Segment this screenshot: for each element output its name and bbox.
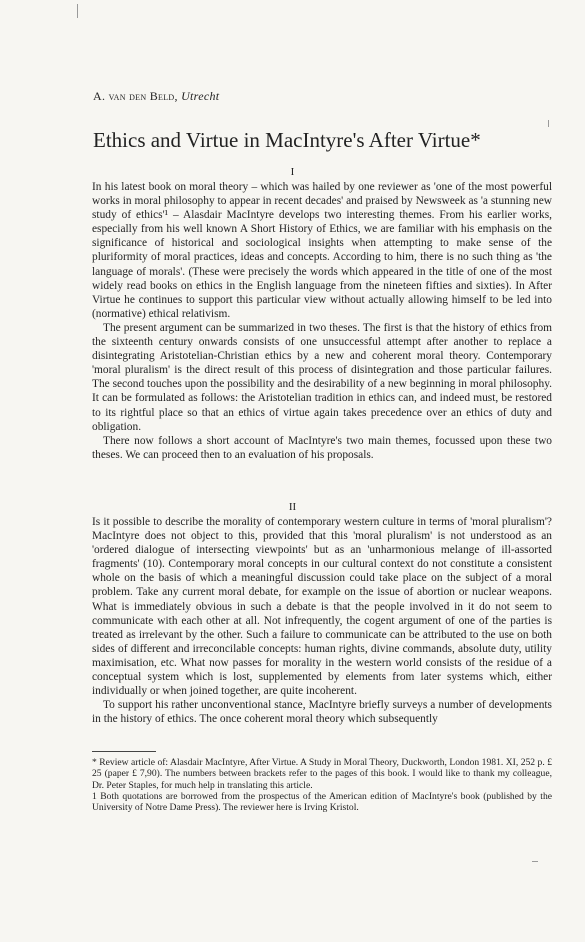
author-name: A. van den Beld [93, 89, 175, 103]
section-numeral-2: II [288, 501, 297, 513]
footnote-rule [92, 751, 156, 752]
paragraph: There now follows a short account of MacIntyre's two main themes, focussed upon these two theses. We can proceed then to an evaluation of his proposals. [92, 434, 552, 461]
scan-mark-top-left [77, 4, 78, 18]
paragraph: Is it possible to describe the morality of contemporary western culture in terms of 'moral pluralism'? MacIntyre does not object to this, provided that this 'moral pluralism' is not understood as an 'ordered dialogue of intersecting viewpoints' but as an 'unharmonious melange of ill-assorted fragments' (10). Contemporary moral concepts in our cultural context do not constitute a consistent whole on the basis of which a meaningful discussion could take place on the subject of a moral problem. Take any current moral debate, for example on the issue of abortion or nuclear weapons. What is immediately obvious in such a debate is that the people involved in it do not seem to communicate with each other at all. Not infrequently, the cogent argument of one of the parties is treated as irrelevant by the other. Such a failure to communicate can be attributed to the use on both sides of different and irreconcilable concepts: human rights, divine commands, absolute duty, utility maximisation, etc. What now passes for morality in the western world consists of the residue of a conceptual system which is lost, supplemented by elements from later systems which, either individually or when joined together, are quite incoherent. [92, 516, 552, 698]
footnotes [92, 757, 552, 813]
author-line: A. van den Beld, Utrecht [93, 89, 220, 103]
footnote-star: * Review article of: Alasdair MacIntyre, After Virtue. A Study in Moral Theory, Duckworth, London 1981. XI, 252 p. £ 25 (paper £ 7,90). The numbers between brackets refer to the pages of this book. I would like to thank my colleague, Dr. Peter Staples, for much help in translating this article. [92, 757, 552, 791]
section-numeral-1: I [290, 166, 295, 178]
scan-mark-right-lower [532, 861, 538, 862]
paragraph: In his latest book on moral theory – which was hailed by one reviewer as 'one of the most powerful works in moral philosophy to appear in recent decades' and praised by Newsweek as 'a stunning new study of ethics'¹ – Alasdair MacIntyre develops two interesting themes. From his earlier works, especially from his well known A Short History of Ethics, we are familiar with his emphasis on the significance of historical and sociological insights when attempting to make sense of the pluriformity of moral practices, ideas and concepts. According to him, there is no such thing as 'the language of morals'. (These were precisely the words which appeared in the title of one of the most widely read books on ethics in the English language from the nineteen fifties and sixties). In After Virtue he continues to support this particular view without actually allowing himself to be led into (normative) ethical relativism. [92, 181, 552, 320]
article-title: Ethics and Virtue in MacIntyre's After Virtue* [93, 128, 481, 152]
section-1-body [92, 180, 552, 462]
section-2-body [92, 515, 552, 726]
paragraph: The present argument can be summarized in two theses. The first is that the history of ethics from the sixteenth century onwards consists of one unsuccessful attempt after another to replace a disintegrating Aristotelian-Christian ethics by a new and coherent moral theory. Contemporary 'moral pluralism' is the direct result of this process of disintegration and those particular failures. The second touches upon the possibility and the desirability of a new beginning in moral philosophy. It can be formulated as follows: the Aristotelian tradition in ethics can, and indeed must, be restored to its rightful place so that an ethics of virtue again takes precedence over an ethics of duty and obligation. [92, 321, 552, 433]
author-place: Utrecht [181, 89, 220, 103]
scan-mark-right [548, 120, 549, 127]
footnote-1: 1 Both quotations are borrowed from the prospectus of the American edition of MacIntyre's book (published by the University of Notre Dame Press). The reviewer here is Irving Kristol. [92, 790, 552, 814]
paragraph: To support his rather unconventional stance, MacIntyre briefly surveys a number of developments in the history of ethics. The once coherent moral theory which subsequently [92, 699, 552, 726]
